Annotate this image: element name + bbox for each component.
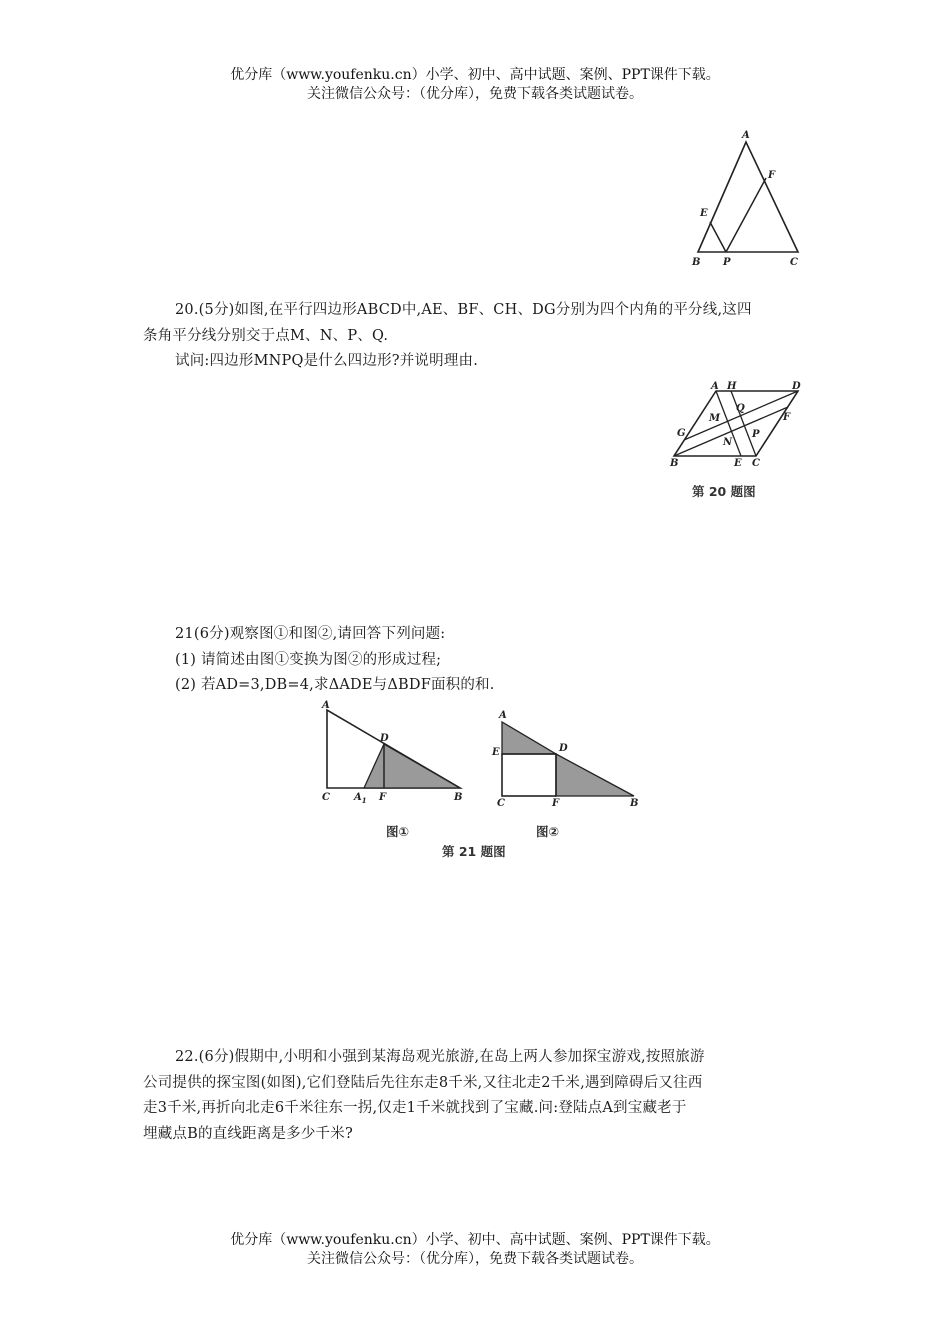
- footer-line-1: 优分库（www.youfenku.cn）小学、初中、高中试题、案例、PPT课件下载。: [230, 1232, 720, 1248]
- label-f: F: [379, 792, 387, 803]
- label-p: P: [723, 257, 731, 268]
- label-g: G: [677, 428, 686, 439]
- label-p: P: [752, 429, 760, 440]
- label-a: A: [742, 130, 750, 141]
- label-a: A: [322, 700, 330, 711]
- label-e: E: [734, 458, 742, 469]
- figure-21-caption-1: 图①: [386, 824, 410, 839]
- figure-19-triangle: [680, 128, 810, 270]
- label-a: A: [711, 381, 719, 392]
- figure-20-caption: 第 20 题图: [692, 484, 756, 499]
- question-20: [143, 298, 808, 375]
- label-b: B: [454, 792, 463, 803]
- figure-20-parallelogram: [664, 380, 814, 505]
- label-f: F: [768, 170, 776, 181]
- label-c: C: [322, 792, 330, 803]
- label-c: C: [497, 798, 505, 809]
- label-e: E: [492, 747, 500, 758]
- label-d: D: [559, 743, 568, 754]
- q21-line-1: 21(6分)观察图①和图②,请回答下列问题:: [175, 626, 446, 642]
- q22-line-4: 埋藏点B的直线距离是多少千米?: [143, 1125, 353, 1142]
- label-m: M: [709, 413, 721, 424]
- label-f: F: [552, 798, 560, 809]
- label-c: C: [790, 257, 798, 268]
- q21-line-2: (1) 请简述由图①变换为图②的形成过程;: [175, 651, 442, 668]
- label-a1: [353, 792, 367, 805]
- label-c: C: [752, 458, 760, 469]
- label-d: D: [380, 733, 389, 744]
- header-line-2: 关注微信公众号：（优分库），免费下载各类试题试卷。: [307, 86, 643, 102]
- q22-line-1: 22.(6分)假期中,小明和小强到某海岛观光旅游,在岛上两人参加探宝游戏,按照旅游: [175, 1049, 705, 1065]
- q21-line-3: (2) 若AD=3,DB=4,求ΔADE与ΔBDF面积的和.: [175, 677, 495, 693]
- label-a1-subscript: 1: [361, 796, 367, 805]
- label-n: N: [723, 437, 733, 448]
- q20-line-1: 20.(5分)如图,在平行四边形ABCD中,AE、BF、CH、DG分别为四个内角的平分线,这四: [175, 302, 752, 318]
- label-b: B: [692, 257, 701, 268]
- q20-line-2: 条角平分线分别交于点M、N、P、Q.: [143, 327, 389, 344]
- figure-21-part-2: [491, 710, 638, 809]
- header-line-1: 优分库（www.youfenku.cn）小学、初中、高中试题、案例、PPT课件下载。: [230, 67, 720, 83]
- figure-21: [314, 698, 654, 868]
- label-h: H: [727, 381, 737, 392]
- q22-line-3: 走3千米,再折向北走6千米往东一拐,仅走1千米就找到了宝藏.问:登陆点A到宝藏老于: [143, 1100, 687, 1116]
- figure-21-caption-2: 图②: [536, 824, 560, 839]
- q20-line-3: 试问:四边形MNPQ是什么四边形?并说明理由.: [175, 353, 479, 369]
- page-header: [0, 66, 950, 104]
- q22-line-2: 公司提供的探宝图(如图),它们登陆后先往东走8千米,又往北走2千米,遇到障碍后又往西: [143, 1074, 703, 1091]
- label-a1-main: A: [354, 792, 362, 803]
- figure-21-part-1: [321, 700, 462, 805]
- figure-21-caption: 第 21 题图: [442, 844, 506, 859]
- label-q: Q: [736, 403, 745, 414]
- label-b: B: [630, 798, 639, 809]
- footer-line-2: 关注微信公众号：（优分库），免费下载各类试题试卷。: [307, 1251, 643, 1267]
- label-f: F: [783, 412, 791, 423]
- page-footer: [0, 1231, 950, 1269]
- label-b: B: [670, 458, 679, 469]
- label-a: A: [499, 710, 507, 721]
- question-22: [143, 1045, 808, 1147]
- label-e: E: [700, 208, 708, 219]
- question-21: [143, 622, 808, 699]
- label-d: D: [792, 381, 801, 392]
